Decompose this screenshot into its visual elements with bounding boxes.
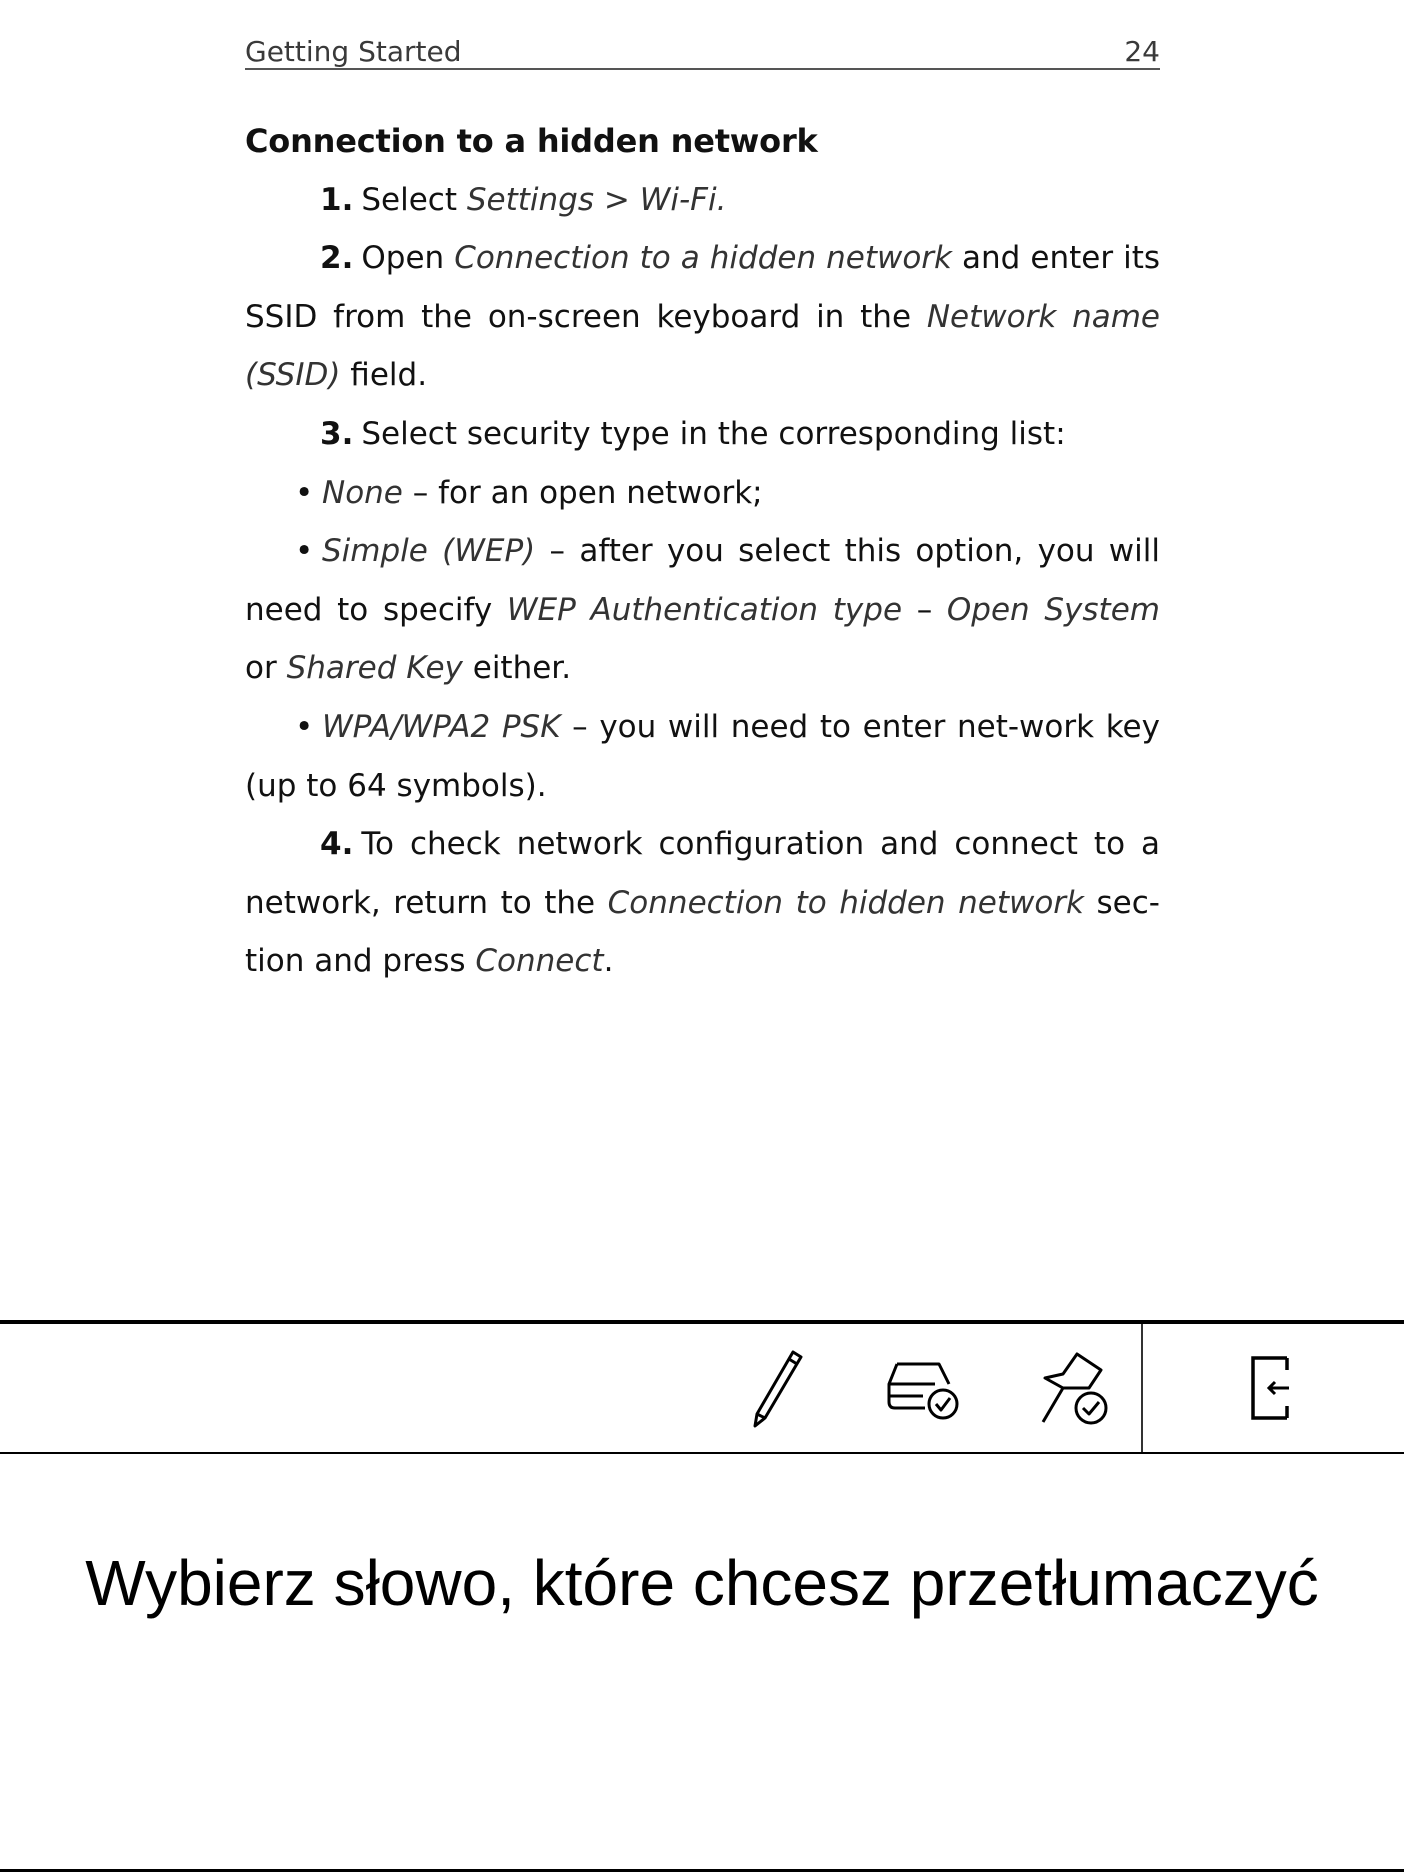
step-text: . bbox=[603, 943, 614, 980]
step-emphasis: Connection to a hidden network bbox=[454, 240, 953, 277]
dictionary-check-icon bbox=[883, 1354, 963, 1426]
step-emphasis: Settings > Wi-Fi. bbox=[466, 181, 727, 218]
bullet-text: or bbox=[245, 650, 287, 687]
section-title: Connection to a hidden network bbox=[245, 122, 818, 160]
page-number: 24 bbox=[1124, 35, 1160, 68]
step-2 bbox=[245, 229, 1160, 405]
translate-check-icon bbox=[1033, 1348, 1117, 1432]
pencil-button[interactable] bbox=[735, 1346, 825, 1434]
exit-icon bbox=[1243, 1348, 1303, 1432]
bullet-item bbox=[245, 464, 1160, 523]
step-emphasis: Connection to hidden network bbox=[607, 884, 1084, 921]
step-text: and enter its SSID from the on-screen keyboard in the bbox=[245, 240, 1161, 335]
translate-prompt: Wybierz słowo, które chcesz przetłumaczyć bbox=[85, 1547, 1319, 1619]
bullet-text: – after you select this option, you will need to specify bbox=[245, 533, 1161, 628]
step-emphasis: Connect bbox=[475, 943, 604, 980]
chapter-title: Getting Started bbox=[245, 35, 462, 68]
bullet-emphasis: Shared Key bbox=[286, 650, 463, 687]
translate-button[interactable] bbox=[1030, 1346, 1120, 1434]
bullet-emphasis: Open System bbox=[946, 591, 1160, 628]
bullet-emphasis: WEP Authentication type bbox=[506, 591, 903, 628]
step-number: 4. bbox=[320, 826, 354, 863]
bullet-emphasis: WPA/WPA2 PSK bbox=[322, 708, 561, 745]
step-text: Select security type in the corresponding list: bbox=[361, 415, 1066, 452]
bullet-emphasis: None bbox=[322, 474, 403, 511]
exit-button[interactable] bbox=[1228, 1346, 1318, 1434]
bullet-text: – bbox=[902, 591, 947, 628]
bullet-dot: • bbox=[295, 474, 314, 511]
step-1 bbox=[245, 171, 1160, 230]
step-text: field. bbox=[340, 357, 428, 394]
step-text: sec-tion and press bbox=[245, 884, 1160, 980]
step-emphasis: Network name (SSID) bbox=[245, 298, 1161, 394]
toolbar-divider bbox=[1141, 1324, 1143, 1452]
bullet-text: – for an open network; bbox=[402, 474, 763, 511]
bullet-text: either. bbox=[462, 650, 572, 687]
bullet-emphasis: Simple (WEP) bbox=[322, 533, 536, 570]
dictionary-toolbar bbox=[0, 1320, 1404, 1454]
bullet-text: – you will need to enter net-work key (up to 64 symbols). bbox=[245, 708, 1160, 804]
step-number: 2. bbox=[320, 240, 354, 277]
dictionary-button[interactable] bbox=[878, 1346, 968, 1434]
pencil-icon bbox=[745, 1348, 815, 1432]
step-text: Select bbox=[361, 181, 467, 218]
bullet-dot: • bbox=[295, 533, 314, 570]
step-number: 3. bbox=[320, 415, 354, 452]
bullet-item bbox=[245, 522, 1160, 698]
step-4 bbox=[245, 815, 1160, 991]
step-3 bbox=[245, 405, 1160, 464]
bullet-item bbox=[245, 698, 1160, 815]
book-text[interactable] bbox=[245, 112, 1160, 991]
step-text: Open bbox=[361, 240, 455, 277]
running-header bbox=[245, 28, 1160, 70]
bullet-dot: • bbox=[295, 708, 314, 745]
step-text: To check network configuration and connect to a network, return to the bbox=[245, 826, 1160, 921]
step-number: 1. bbox=[320, 181, 354, 218]
